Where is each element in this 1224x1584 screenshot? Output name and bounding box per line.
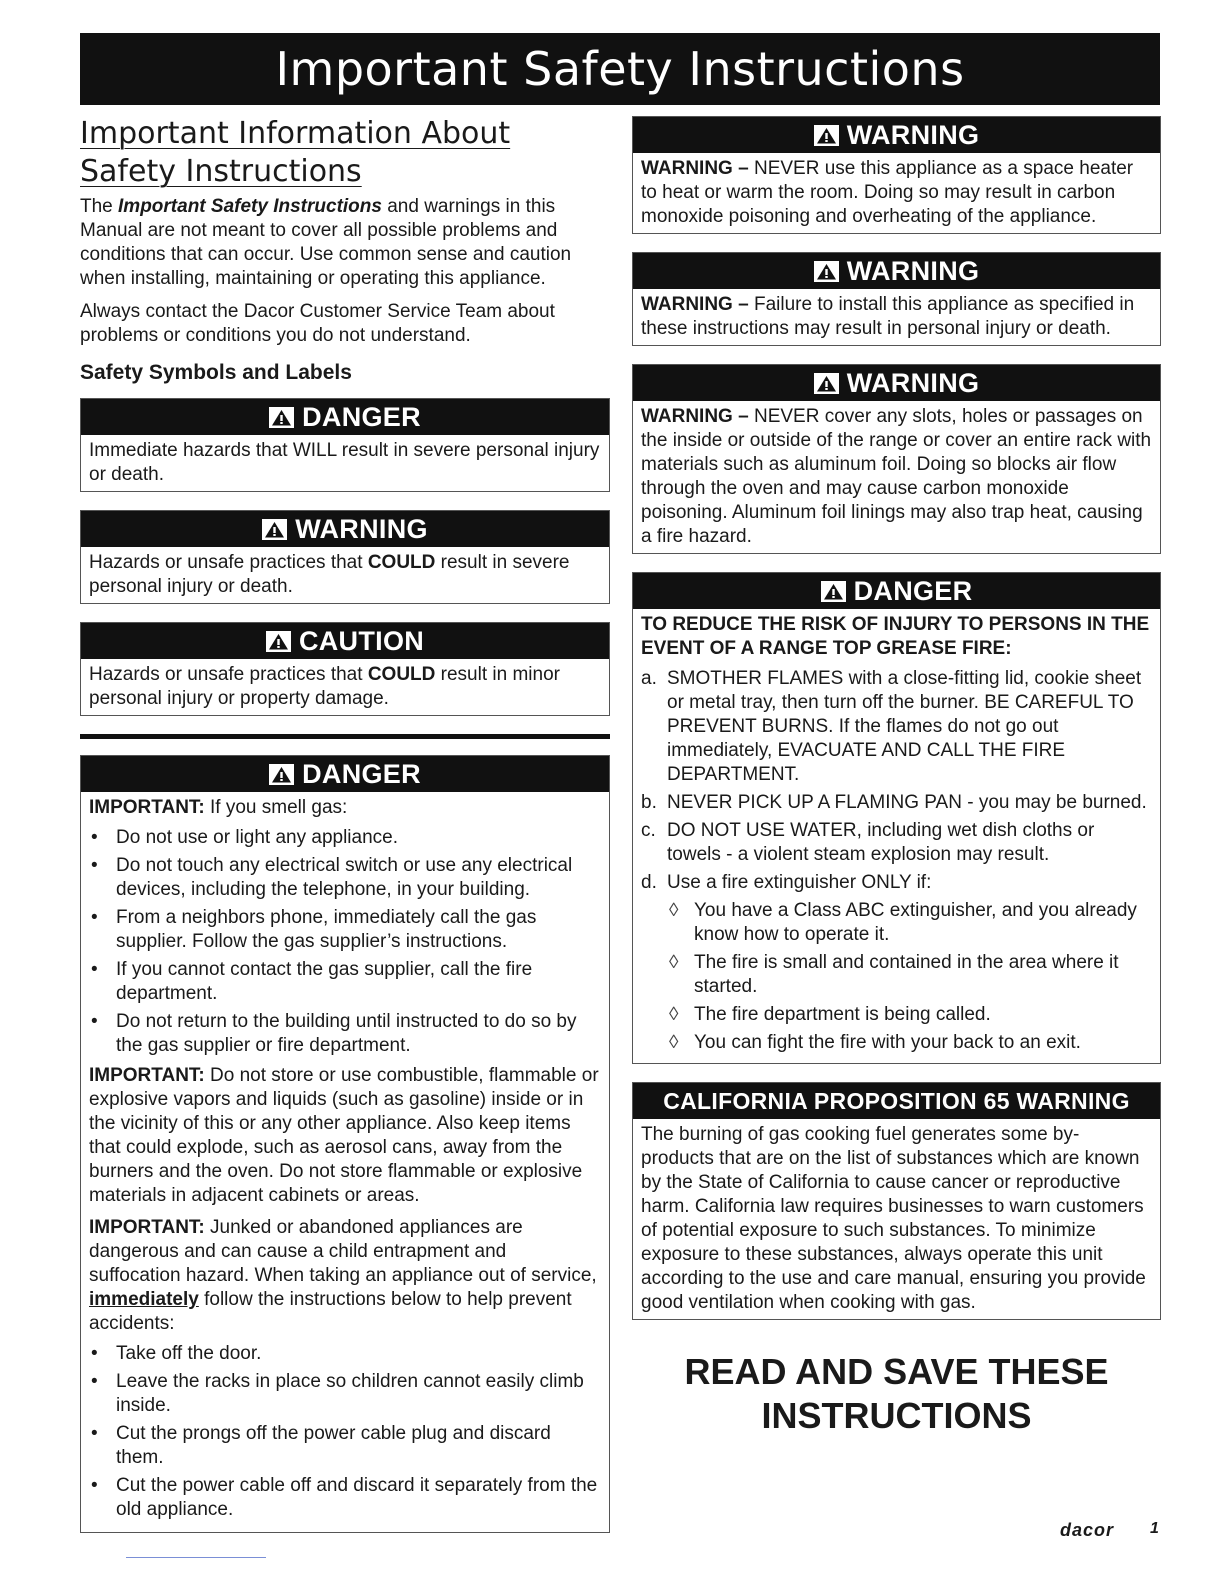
warning-triangle-icon xyxy=(821,581,846,602)
list-item: d. Use a fire extinguisher ONLY if: ◊ You have a Class ABC extinguisher, and you already know how to operate it. ◊ The fire is small and contained in the area where it started. ◊ The fire department is being called. ◊ You can fight the fire with your back to an exit. xyxy=(641,871,1152,1055)
list-item: • Do not return to the building until instructed to do so by the gas supplier or fire department. xyxy=(91,1011,577,1056)
intro-paragraph: The Important Safety Instructions and warnings in this Manual are not meant to cover all possible problems and conditions that can occur. Use common sense and caution when installing, maintaining or operating this appliance. xyxy=(80,196,572,289)
list-item: • Cut the power cable off and discard it separately from the old appliance. xyxy=(91,1475,598,1520)
caution-label-text: Hazards or unsafe practices that COULD result in minor personal injury or property damage. xyxy=(89,664,560,709)
page-title: Important Safety Instructions xyxy=(275,42,965,96)
list-item: ◊ You can fight the fire with your back to an exit. xyxy=(669,1032,1081,1053)
list-item: c. DO NOT USE WATER, including wet dish cloths or towels - a violent steam explosion may result. xyxy=(641,820,1095,865)
junked-appliance-paragraph: IMPORTANT: Junked or abandoned appliances are dangerous and can cause a child entrapment and suffocation hazard. When taking an appliance out of service, immediately follow the instructions below to help prevent accidents: xyxy=(89,1217,597,1334)
gas-danger-header: DANGER xyxy=(81,756,609,792)
diamond-bullet-icon: ◊ xyxy=(669,1004,679,1025)
prop65-header: CALIFORNIA PROPOSITION 65 WARNING xyxy=(633,1083,1160,1119)
gas-danger-box xyxy=(80,755,610,1533)
grease-fire-danger-box xyxy=(632,572,1161,1064)
list-item: • Take off the door. xyxy=(91,1343,262,1364)
list-item: • Leave the racks in place so children cannot easily climb inside. xyxy=(91,1371,584,1416)
section-title: Important Information About Safety Instructions xyxy=(80,116,511,189)
safety-symbols-heading: Safety Symbols and Labels xyxy=(80,361,352,384)
gas-intro: IMPORTANT: If you smell gas: xyxy=(89,797,348,818)
warning-triangle-icon xyxy=(814,125,839,146)
divider xyxy=(80,734,610,739)
warning-header: WARNING xyxy=(633,365,1160,401)
gas-bullet-list xyxy=(89,826,601,1058)
list-item: ◊ The fire department is being called. xyxy=(669,1004,991,1025)
disposal-bullet-list xyxy=(89,1342,601,1522)
danger-label-text: Immediate hazards that WILL result in severe personal injury or death. xyxy=(89,440,600,485)
grease-fire-body xyxy=(633,609,1160,1063)
grease-fire-steps xyxy=(641,667,1152,1055)
diamond-bullet-icon: ◊ xyxy=(669,952,679,973)
right-column xyxy=(632,116,1161,1438)
caution-label-header: CAUTION xyxy=(81,623,609,659)
list-item: • Do not use or light any appliance. xyxy=(91,827,399,848)
storage-paragraph: IMPORTANT: Do not store or use combustible, flammable or explosive vapors and liquids (such as gasoline) inside or in the vicinity of this or any other appliance. Also keep items that could explode, such as aerosol cans, away from the burners and the oven. Do not store flammable or explosive materials in adjacent cabinets or areas. xyxy=(89,1065,599,1206)
warning-header: WARNING xyxy=(633,117,1160,153)
list-item: b. NEVER PICK UP A FLAMING PAN - you may be burned. xyxy=(641,792,1147,813)
extinguisher-conditions xyxy=(667,899,1152,1055)
warning-text: WARNING – NEVER cover any slots, holes or passages on the inside or outside of the range or cover an entire rack with materials such as aluminum foil. Doing so blocks air flow through the oven and may cause carbon monoxide poisoning. Aluminum foil linings may also trap heat, causing a fire hazard. xyxy=(641,406,1152,547)
left-column xyxy=(80,115,610,1551)
decorative-underline xyxy=(126,1557,266,1558)
warning-label-text: Hazards or unsafe practices that COULD result in severe personal injury or death. xyxy=(89,552,570,597)
warning-box-space-heater xyxy=(632,116,1161,234)
danger-label-header: DANGER xyxy=(81,399,609,435)
list-item: • Cut the prongs off the power cable plug and discard them. xyxy=(91,1423,551,1468)
warning-text: WARNING – NEVER use this appliance as a space heater to heat or warm the room. Doing so may result in carbon monoxide poisoning and overheating of the appliance. xyxy=(641,158,1134,227)
list-item: a. SMOTHER FLAMES with a close-fitting lid, cookie sheet or metal tray, then turn off the burner. BE CAREFUL TO PREVENT BURNS. If the flames do not go out immediately, EVACUATE AND CALL THE FIRE DEPARTMENT. xyxy=(641,668,1142,785)
contact-paragraph: Always contact the Dacor Customer Service Team about problems or conditions you do not understand. xyxy=(80,301,555,346)
danger-label-box xyxy=(80,398,610,492)
list-item: • From a neighbors phone, immediately call the gas supplier. Follow the gas supplier’s instructions. xyxy=(91,907,537,952)
read-and-save-notice: READ AND SAVE THESE INSTRUCTIONS xyxy=(684,1351,1109,1436)
grease-fire-title: TO REDUCE THE RISK OF INJURY TO PERSONS IN THE EVENT OF A RANGE TOP GREASE FIRE: xyxy=(641,614,1150,659)
diamond-bullet-icon: ◊ xyxy=(669,1032,679,1053)
warning-box-slots xyxy=(632,364,1161,554)
warning-label-box xyxy=(80,510,610,604)
page-number: 1 xyxy=(1150,1520,1159,1537)
warning-text: WARNING – Failure to install this appliance as specified in these instructions may result in personal injury or death. xyxy=(641,294,1135,339)
warning-triangle-icon xyxy=(269,407,294,428)
warning-triangle-icon xyxy=(814,373,839,394)
dacor-logo: dacor xyxy=(1060,1520,1115,1540)
list-item: • If you cannot contact the gas supplier, call the fire department. xyxy=(91,959,533,1004)
caution-label-box xyxy=(80,622,610,716)
gas-danger-body xyxy=(81,792,609,1532)
grease-fire-danger-header: DANGER xyxy=(633,573,1160,609)
warning-triangle-icon xyxy=(262,519,287,540)
warning-triangle-icon xyxy=(269,764,294,785)
page-header xyxy=(80,33,1160,105)
warning-triangle-icon xyxy=(266,631,291,652)
list-item: ◊ You have a Class ABC extinguisher, and you already know how to operate it. xyxy=(669,900,1137,945)
list-item: • Do not touch any electrical switch or use any electrical devices, including the telephone, in your building. xyxy=(91,855,573,900)
diamond-bullet-icon: ◊ xyxy=(669,900,679,921)
list-item: ◊ The fire is small and contained in the area where it started. xyxy=(669,952,1119,997)
warning-label-header: WARNING xyxy=(81,511,609,547)
prop65-box xyxy=(632,1082,1161,1320)
warning-triangle-icon xyxy=(814,261,839,282)
warning-box-installation xyxy=(632,252,1161,346)
warning-header: WARNING xyxy=(633,253,1160,289)
prop65-text: The burning of gas cooking fuel generates some by-products that are on the list of substances which are known by the State of California to cause cancer or reproductive harm. California law requires businesses to warn customers of potential exposure to such substances. To minimize exposure to these substances, always operate this unit according to the use and care manual, ensuring you provide good ventilation when cooking with gas. xyxy=(641,1124,1146,1313)
